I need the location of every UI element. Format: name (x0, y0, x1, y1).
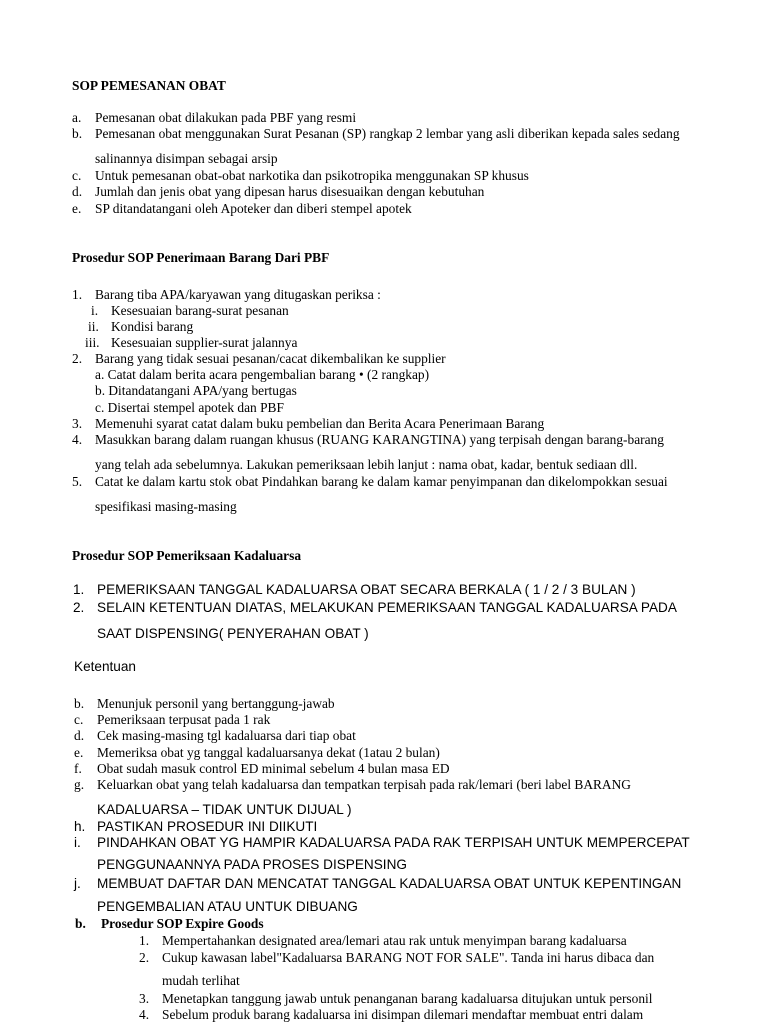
list-marker: 2. (73, 600, 85, 615)
list-item: Pemeriksaan terpusat pada 1 rak (97, 712, 271, 727)
list-item: MEMBUAT DAFTAR DAN MENCATAT TANGGAL KADALUARSA OBAT UNTUK KEPENTINGAN (97, 876, 682, 891)
list-marker: g. (74, 777, 85, 792)
list-marker: a. (72, 110, 82, 125)
section-title-expire: Prosedur SOP Expire Goods (101, 916, 264, 931)
list-marker: 4. (72, 432, 83, 447)
list-item: Menunjuk personil yang bertanggung-jawab (97, 696, 335, 711)
list-marker: 5. (72, 474, 83, 489)
list-marker: j. (74, 876, 81, 891)
list-item: Cukup kawasan label"Kadaluarsa BARANG NOT FOR SALE". Tanda ini harus dibaca dan (162, 950, 655, 965)
list-marker: b. (72, 126, 83, 141)
list-marker: e. (72, 201, 82, 216)
list-marker: h. (74, 819, 86, 834)
list-item: Menetapkan tanggung jawab untuk penanganan barang kadaluarsa ditujukan untuk personil (162, 991, 653, 1006)
list-marker: d. (74, 728, 85, 743)
list-subitem: b. Ditandatangani APA/yang bertugas (95, 383, 297, 398)
list-marker: b. (74, 696, 85, 711)
list-item: PINDAHKAN OBAT YG HAMPIR KADALUARSA PADA RAK TERPISAH UNTUK MEMPERCEPAT (97, 835, 690, 850)
section-marker-expire: b. (75, 916, 86, 931)
list-marker: i. (74, 835, 81, 850)
list-item-continuation: SAAT DISPENSING( PENYERAHAN OBAT ) (97, 626, 369, 641)
list-item: Jumlah dan jenis obat yang dipesan harus disesuaikan dengan kebutuhan (95, 184, 485, 199)
list-item: Barang tiba APA/karyawan yang ditugaskan periksa : (95, 287, 381, 302)
list-marker: f. (74, 761, 82, 776)
list-marker: iii. (85, 335, 100, 350)
list-marker: 3. (72, 416, 83, 431)
list-item: SP ditandatangani oleh Apoteker dan diberi stempel apotek (95, 201, 412, 216)
list-subitem: a. Catat dalam berita acara pengembalian barang • (2 rangkap) (95, 367, 430, 382)
section-title-penerimaan: Prosedur SOP Penerimaan Barang Dari PBF (72, 250, 330, 265)
list-item: SELAIN KETENTUAN DIATAS, MELAKUKAN PEMERIKSAAN TANGGAL KADALUARSA PADA (97, 600, 677, 615)
list-item: Masukkan barang dalam ruangan khusus (RUANG KARANGTINA) yang terpisah dengan barang-barang (95, 432, 664, 447)
section-title-kadaluarsa: Prosedur SOP Pemeriksaan Kadaluarsa (72, 548, 302, 563)
list-marker: 1. (73, 582, 85, 597)
list-marker: 2. (72, 351, 83, 366)
list-item: Memeriksa obat yg tanggal kadaluarsanya dekat (1atau 2 bulan) (97, 745, 440, 760)
list-item: Cek masing-masing tgl kadaluarsa dari tiap obat (97, 728, 356, 743)
list-marker: 1. (139, 933, 150, 948)
list-item-continuation: mudah terlihat (162, 973, 240, 988)
list-subitem: c. Disertai stempel apotek dan PBF (95, 400, 284, 415)
list-marker: ii. (88, 319, 99, 334)
list-marker: 3. (139, 991, 150, 1006)
list-item: PASTIKAN PROSEDUR INI DIIKUTI (97, 819, 318, 834)
list-marker: d. (72, 184, 83, 199)
list-item-continuation: PENGEMBALIAN ATAU UNTUK DIBUANG (97, 899, 358, 914)
list-item-continuation: salinannya disimpan sebagai arsip (95, 151, 278, 166)
list-marker: i. (91, 303, 99, 318)
list-item: Obat sudah masuk control ED minimal sebelum 4 bulan masa ED (97, 761, 450, 776)
list-item: Barang yang tidak sesuai pesanan/cacat dikembalikan ke supplier (95, 351, 446, 366)
list-item: Catat ke dalam kartu stok obat Pindahkan barang ke dalam kamar penyimpanan dan dikelompokkan sesuai (95, 474, 668, 489)
list-marker: c. (74, 712, 84, 727)
list-marker: c. (72, 168, 82, 183)
list-item: Pemesanan obat dilakukan pada PBF yang resmi (95, 110, 357, 125)
list-item: Kesesuaian barang-surat pesanan (111, 303, 289, 318)
list-item: Kondisi barang (111, 319, 194, 334)
list-marker: 1. (72, 287, 83, 302)
list-item-continuation: yang telah ada sebelumnya. Lakukan pemeriksaan lebih lanjut : nama obat, kadar, bentuk sediaan dll. (95, 457, 638, 472)
list-item-continuation: KADALUARSA – TIDAK UNTUK DIJUAL ) (97, 802, 352, 817)
list-item: PEMERIKSAAN TANGGAL KADALUARSA OBAT SECARA BERKALA ( 1 / 2 / 3 BULAN ) (97, 582, 636, 597)
list-marker: e. (74, 745, 84, 760)
list-marker: 2. (139, 950, 150, 965)
list-marker: 4. (139, 1007, 150, 1022)
list-item: Keluarkan obat yang telah kadaluarsa dan tempatkan terpisah pada rak/lemari (beri label BARANG (97, 777, 631, 792)
ketentuan-label: Ketentuan (74, 659, 136, 674)
list-item-continuation: PENGGUNAANNYA PADA PROSES DISPENSING (97, 857, 407, 872)
section-title-pemesanan: SOP PEMESANAN OBAT (72, 78, 226, 93)
list-item-continuation: spesifikasi masing-masing (95, 499, 237, 514)
list-item: Kesesuaian supplier-surat jalannya (111, 335, 298, 350)
list-item: Memenuhi syarat catat dalam buku pembelian dan Berita Acara Penerimaan Barang (95, 416, 545, 431)
list-item: Mempertahankan designated area/lemari atau rak untuk menyimpan barang kadaluarsa (162, 933, 627, 948)
list-item: Pemesanan obat menggunakan Surat Pesanan (SP) rangkap 2 lembar yang asli diberikan kepada sales sedang (95, 126, 680, 141)
list-item: Sebelum produk barang kadaluarsa ini disimpan dilemari mendaftar membuat entri dalam (162, 1007, 644, 1022)
list-item: Untuk pemesanan obat-obat narkotika dan psikotropika menggunakan SP khusus (95, 168, 529, 183)
